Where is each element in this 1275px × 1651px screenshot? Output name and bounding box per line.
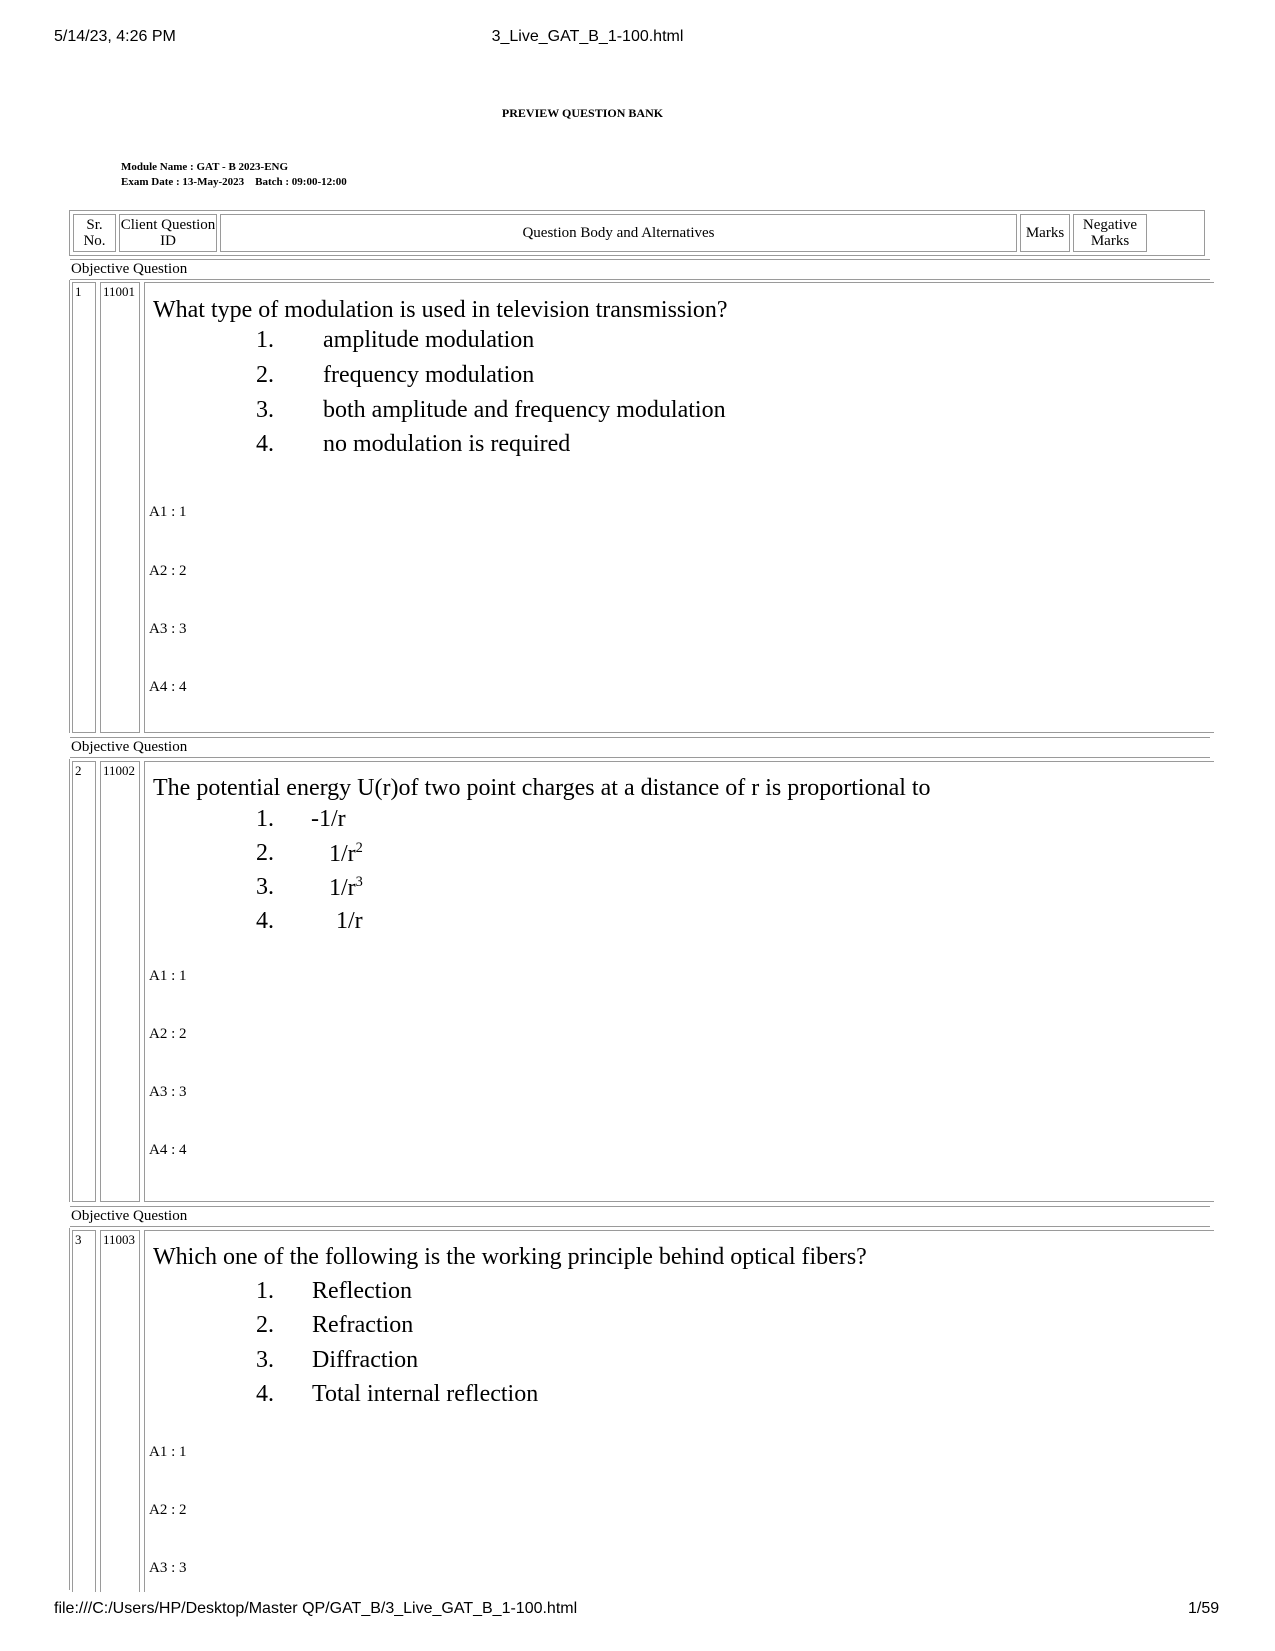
col-client-question-id: Client Question ID (119, 214, 217, 252)
client-question-id-cell: 11002 (100, 761, 140, 1202)
sr-no-cell: 2 (72, 761, 96, 1202)
print-header (0, 28, 1275, 52)
question-text: The potential energy U(r)of two point charges at a distance of r is proportional to (153, 775, 931, 801)
alternative: A2 : 2 (149, 563, 187, 579)
alternative: A1 : 1 (149, 968, 187, 984)
page-title: PREVIEW QUESTION BANK (501, 106, 664, 120)
sr-no-cell: 1 (72, 282, 96, 733)
print-datetime: 5/14/23, 4:26 PM (54, 28, 176, 45)
exam-meta (121, 160, 347, 190)
print-doc-title: 3_Live_GAT_B_1-100.html (491, 28, 684, 45)
alternative: A3 : 3 (149, 1560, 187, 1576)
question-body-cell (144, 282, 1214, 733)
col-sr-no: Sr. No. (73, 214, 116, 252)
divider (70, 737, 1210, 738)
module-name: Module Name : GAT - B 2023-ENG (121, 161, 289, 173)
col-negative-marks: Negative Marks (1073, 214, 1147, 252)
batch: Batch : 09:00-12:00 (255, 176, 347, 188)
table-header (69, 210, 1205, 256)
question-row: 1 11001 What type of modulation is used in television transmission? 1. amplitude modulation 2. frequency modulation 3. both amplitude and frequency modulation 4. no modulation is required A1 : 1 A2 : 2 A3 : 3 A4 : 4 (69, 280, 1214, 733)
divider (70, 1226, 1210, 1227)
question-type-label: Objective Question (71, 739, 188, 755)
sr-no-cell: 3 (72, 1230, 96, 1592)
col-question-body: Question Body and Alternatives (220, 214, 1017, 252)
alternative: A1 : 1 (149, 1444, 187, 1460)
print-footer (0, 1600, 1275, 1624)
alternative: A1 : 1 (149, 504, 187, 520)
divider (70, 1206, 1210, 1207)
divider (70, 757, 1210, 758)
question-body-cell (144, 1230, 1214, 1592)
divider (70, 259, 1210, 260)
alternative: A2 : 2 (149, 1026, 187, 1042)
question-text: Which one of the following is the working principle behind optical fibers? (153, 1244, 867, 1270)
exam-date: Exam Date : 13-May-2023 (121, 176, 245, 188)
question-text: What type of modulation is used in television transmission? (153, 297, 728, 323)
page-number: 1/59 (1188, 1600, 1220, 1617)
exam-date-batch (121, 175, 347, 190)
alternative: A3 : 3 (149, 621, 187, 637)
question-type-label: Objective Question (71, 1208, 188, 1224)
alternative: A3 : 3 (149, 1084, 187, 1100)
question-row: 2 11002 The potential energy U(r)of two point charges at a distance of r is proportional to 1. -1/r 2. $1/r^2$ 3. $1/r^3$ 4. 1/r A1 : 1 A2 : 2 A3 : 3 A4 : 4 (69, 759, 1214, 1202)
client-question-id-cell: 11003 (100, 1230, 140, 1592)
question-row: 3 11003 Which one of the following is the working principle behind optical fibers? 1. Reflection 2. Refraction 3. Diffraction 4. Total internal reflection A1 : 1 A2 : 2 A3 : 3 (69, 1228, 1214, 1590)
col-marks: Marks (1020, 214, 1070, 252)
client-question-id-cell: 11001 (100, 282, 140, 733)
alternative: A2 : 2 (149, 1502, 187, 1518)
alternative: A4 : 4 (149, 1142, 187, 1158)
question-type-label: Objective Question (71, 261, 188, 277)
file-path: file:///C:/Users/HP/Desktop/Master QP/GAT_B/3_Live_GAT_B_1-100.html (54, 1600, 578, 1617)
alternative: A4 : 4 (149, 679, 187, 695)
question-body-cell (144, 761, 1214, 1202)
